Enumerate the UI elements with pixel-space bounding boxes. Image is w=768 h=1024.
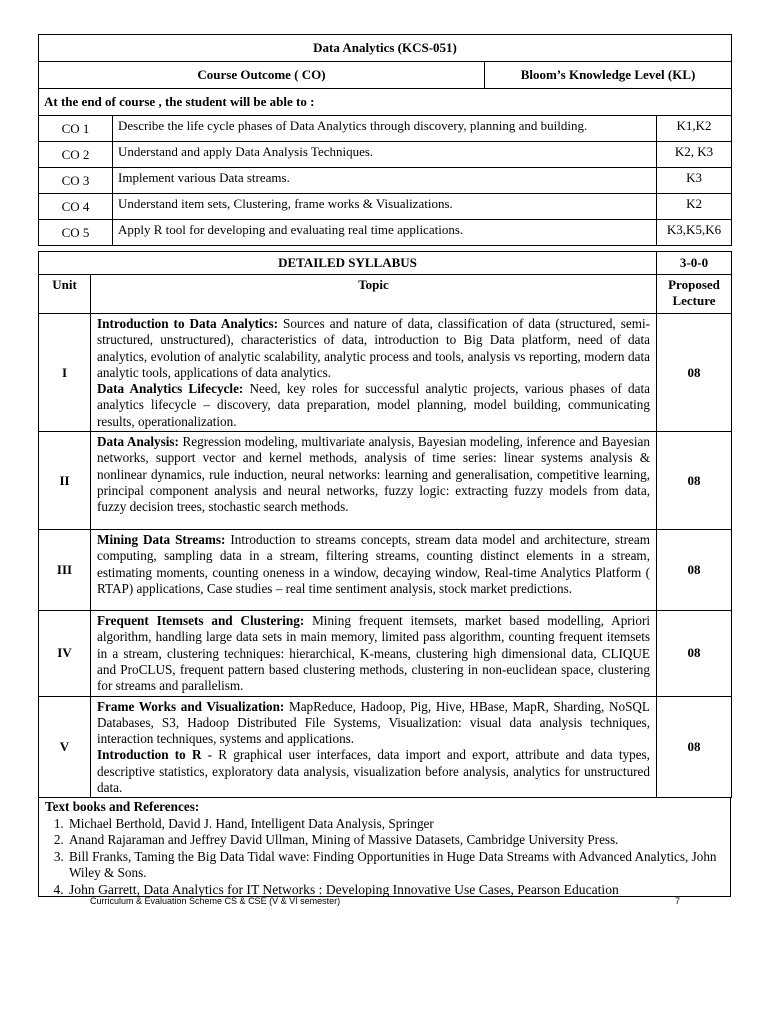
page-footer [90, 896, 680, 906]
co-text: Understand and apply Data Analysis Techniques. [113, 142, 657, 168]
course-title: Data Analytics (KCS-051) [39, 35, 732, 62]
topic-heading: Introduction to R [97, 747, 202, 763]
course-outcome-table [38, 34, 732, 246]
unit-row [39, 314, 732, 432]
co-row [39, 142, 732, 168]
references-title: Text books and References: [45, 799, 200, 814]
co-code: CO 3 [39, 168, 113, 194]
page-number: 7 [674, 896, 680, 906]
topic-column-header: Topic [91, 275, 657, 314]
co-kl: K1,K2 [657, 116, 732, 142]
unit-number: I [39, 314, 91, 432]
topic-body: - R graphical user interfaces, data import and export, attribute and data types, descriptive statistics, exploratory data analysis, visualization before analysis, analytics for unstructured data. [97, 747, 650, 796]
topic-body: Regression modeling, multivariate analysis, Bayesian modeling, inference and Bayesian networks, support vector and kernel methods, analysis of time series: linear systems analysis & nonlinear dynamics, rule induction, neural networks: learning and generalisation, competitive learning, principal component analysis and neural networks, fuzzy logic: extracting fuzzy models from data, fuzzy decision trees, stochastic search methods. [97, 434, 650, 515]
unit-topic [91, 432, 657, 530]
unit-topic [91, 314, 657, 432]
co-row [39, 194, 732, 220]
unit-row [39, 696, 732, 798]
unit-number: V [39, 696, 91, 798]
topic-body: Need, key roles for successful analytic projects, various phases of data analytics lifecycle – discovery, data preparation, model planning, model building, communicating results, operationalization. [97, 381, 650, 429]
references-list [45, 816, 724, 899]
co-column-header: Course Outcome ( CO) [39, 62, 485, 89]
ltp-value: 3-0-0 [657, 252, 732, 275]
co-text: Describe the life cycle phases of Data Analytics through discovery, planning and building. [113, 116, 657, 142]
unit-column-header: Unit [39, 275, 91, 314]
unit-topic [91, 530, 657, 611]
unit-topic [91, 696, 657, 798]
topic-body: MapReduce, Hadoop, Pig, Hive, HBase, MapR, Sharding, NoSQL Databases, S3, Hadoop Distributed File Systems, Visualization: visual data analysis techniques, interaction techniques, systems and applications. [97, 698, 650, 747]
co-text: Implement various Data streams. [113, 168, 657, 194]
reference-item: 1. Michael Berthold, David J. Hand, Intelligent Data Analysis, Springer [67, 816, 724, 833]
reference-item: 3. Bill Franks, Taming the Big Data Tidal wave: Finding Opportunities in Huge Data Streams with Advanced Analytics, John Wiley & Sons. [67, 849, 724, 882]
references-section [38, 797, 731, 897]
co-code: CO 4 [39, 194, 113, 220]
unit-topic [91, 611, 657, 696]
kl-column-header: Bloom’s Knowledge Level (KL) [485, 62, 732, 89]
topic-body: Introduction to streams concepts, stream data model and architecture, stream computing, sampling data in a stream, filtering streams, counting distinct elements in a stream, estimating moments, counting oneness in a window, decaying window, Real-time Analytics Platform ( RTAP) applications, Case studies – real time sentiment analysis, stock market predictions. [97, 532, 650, 596]
unit-number: II [39, 432, 91, 530]
unit-number: III [39, 530, 91, 611]
co-text: Apply R tool for developing and evaluating real time applications. [113, 220, 657, 246]
co-kl: K2, K3 [657, 142, 732, 168]
unit-lecture: 08 [657, 530, 732, 611]
topic-heading: Introduction to Data Analytics: [97, 316, 279, 331]
lecture-column-header: Proposed Lecture [657, 275, 732, 314]
unit-number: IV [39, 611, 91, 696]
unit-lecture: 08 [657, 611, 732, 696]
topic-heading: Mining Data Streams: [97, 532, 226, 548]
unit-lecture: 08 [657, 314, 732, 432]
co-row [39, 168, 732, 194]
co-code: CO 2 [39, 142, 113, 168]
topic-heading: Data Analysis: [97, 434, 179, 450]
topic-body: Mining frequent itemsets, market based modelling, Apriori algorithm, handling large data sets in main memory, limited pass algorithm, counting frequent itemsets in a stream, clustering techniques: hierarchical, K-means, clustering high dimensional data, CLIQUE and ProCLUS, frequent pattern based clustering methods, clustering in non-euclidean space, clustering for streams and parallelism. [97, 613, 651, 694]
topic-body: Sources and nature of data, classification of data (structured, semi-structured, unstructured), characteristics of data, introduction to Big Data platform, need of data analytics, evolution of analytic scalability, analytic process and tools, analysis vs reporting, modern data analytic tools, applications of data analytics. [97, 316, 651, 380]
unit-row [39, 611, 732, 696]
reference-item: 2. Anand Rajaraman and Jeffrey David Ullman, Mining of Massive Datasets, Cambridge University Press. [67, 832, 724, 849]
syllabus-title: DETAILED SYLLABUS [39, 252, 657, 275]
co-code: CO 5 [39, 220, 113, 246]
topic-heading: Data Analytics Lifecycle: [97, 381, 244, 397]
topic-heading: Frequent Itemsets and Clustering: [97, 613, 305, 629]
co-kl: K3 [657, 168, 732, 194]
unit-lecture: 08 [657, 432, 732, 530]
co-kl: K2 [657, 194, 732, 220]
outcome-intro: At the end of course , the student will be able to : [39, 89, 732, 116]
co-row [39, 116, 732, 142]
topic-heading: Frame Works and Visualization: [97, 698, 285, 714]
footer-text: Curriculum & Evaluation Scheme CS & CSE (V & VI semester) [90, 896, 341, 906]
syllabus-table [38, 251, 732, 798]
reference-item: 4. John Garrett, Data Analytics for IT Networks : Developing Innovative Use Cases, Pearson Education [67, 882, 724, 899]
unit-row [39, 432, 732, 530]
co-row [39, 220, 732, 246]
co-code: CO 1 [39, 116, 113, 142]
unit-row [39, 530, 732, 611]
unit-lecture: 08 [657, 696, 732, 798]
co-text: Understand item sets, Clustering, frame works & Visualizations. [113, 194, 657, 220]
co-kl: K3,K5,K6 [657, 220, 732, 246]
